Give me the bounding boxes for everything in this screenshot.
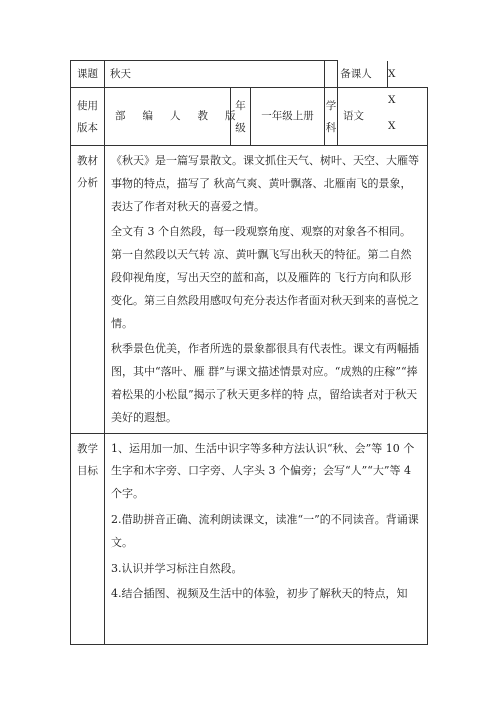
goals-row <box>71 433 428 644</box>
goals-label <box>71 433 105 644</box>
teacher-value: X X X <box>388 68 399 132</box>
title-value: 秋天 <box>105 61 325 88</box>
goal-item: 3.认识并学习标注自然段。 <box>111 561 243 575</box>
edition-label <box>71 88 105 146</box>
grade-label-line1: 年 <box>235 99 246 112</box>
analysis-content <box>105 146 428 434</box>
lesson-plan-table <box>70 60 428 645</box>
edition-row <box>71 88 428 146</box>
analysis-row <box>71 146 428 434</box>
edition-label-line2: 版本 <box>77 121 98 134</box>
subject-label <box>325 88 338 146</box>
edition-value: 部编人教版 <box>105 88 231 146</box>
goal-item: 2.借助拼音正确、流利朗读课文，读准“一”的不同读音。背诵课文。 <box>111 512 419 549</box>
analysis-paragraph: 全文有 3 个自然段，每一段观察角度、观察的对象各不相同。第一自然段以天气转 凉、黄叶飘飞写出秋天的特征。第二自然段仰视角度，写出天空的蓝和高，以及雁阵的 飞行方向和队形变化。第三自然段用感叹句充分表达作者面对秋天到来的喜悦之情。 <box>111 225 419 330</box>
analysis-paragraph: 秋季景色优美，作者所选的景象都很具有代表性。课文有两幅插图，其中“落叶、雁 群”与课文描述情景对应。“成熟的庄稼”“捧着松果的小松鼠”揭示了秋天更多样的特 点，留给读者对于秋天美好的遐想。 <box>111 342 419 424</box>
analysis-label <box>71 146 105 434</box>
goals-label-line2: 目标 <box>77 464 98 477</box>
edition-label-line1: 使用 <box>77 99 98 112</box>
analysis-label-line2: 分析 <box>77 177 98 189</box>
teacher-label: 备课人 <box>325 61 388 87</box>
grade-label-line2: 级 <box>235 121 246 134</box>
analysis-label-line1: 教材 <box>77 155 98 167</box>
subject-value: 语文 <box>338 88 428 146</box>
grade-value: 一年级上册 <box>251 88 325 146</box>
goal-item: 4.结合插图、视频及生活中的体验，初步了解秋天的特点，知 <box>111 587 408 601</box>
goal-item: 1、运用加一加、生活中识字等多种方法认识“秋、会”等 10 个生字和木字旁、口字旁、人字头 3 个偏旁；会写“人”“大”等 4 个字。 <box>111 441 415 501</box>
goals-label-line1: 教学 <box>77 442 98 455</box>
analysis-paragraph: 《秋天》是一篇写景散文。课文抓住天气、树叶、天空、大雁等事物的特点，描写了 秋高气爽、黄叶飘落、北雁南飞的景象，表达了作者对秋天的喜爱之情。 <box>111 154 419 213</box>
title-label: 课题 <box>71 61 105 88</box>
subject-label-line2: 科 <box>325 121 337 134</box>
title-row <box>71 61 428 88</box>
subject-label-line1: 学 <box>325 99 337 112</box>
goals-content <box>105 433 428 644</box>
